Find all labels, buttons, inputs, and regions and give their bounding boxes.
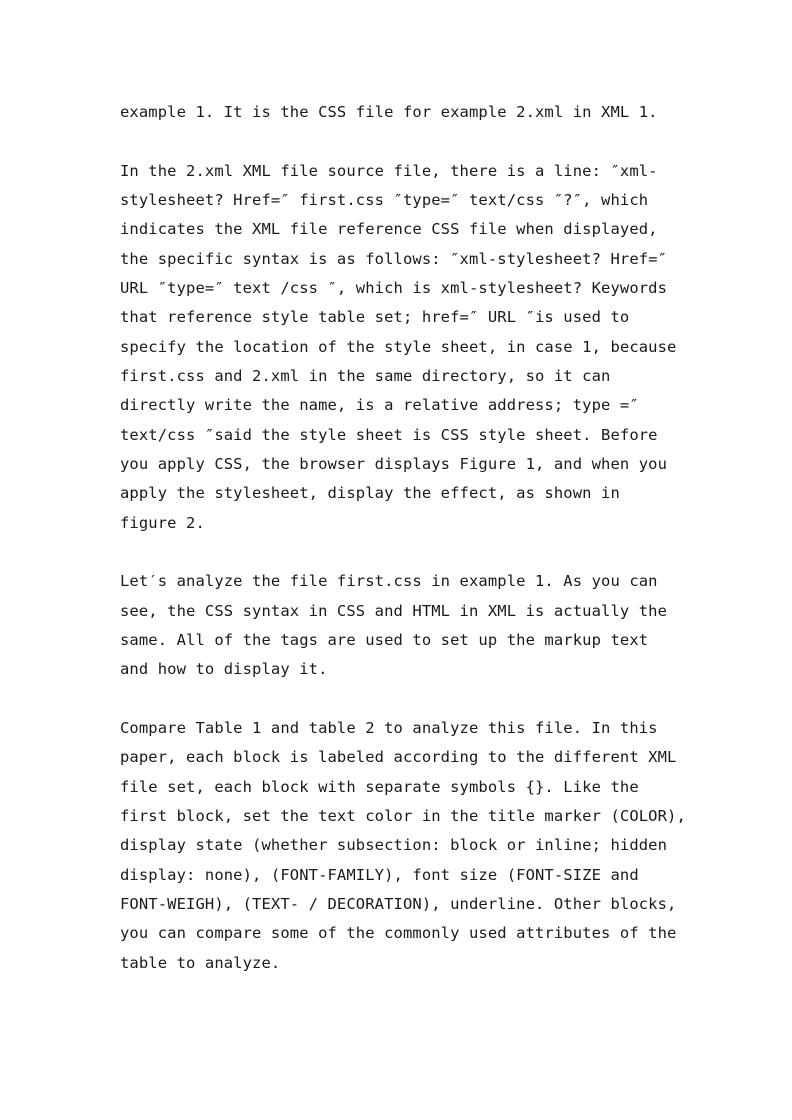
text-line: example 1. It is the CSS file for example 2.xml in XML 1. <box>120 103 658 121</box>
paragraph-gap <box>120 127 700 156</box>
text-line: Let′s analyze the file first.css in example 1. As you can <box>120 572 658 591</box>
paragraph-table-comparison <box>120 714 700 978</box>
text-line: FONT-WEIGH), (TEXT- / DECORATION), underline. Other blocks, <box>120 894 677 913</box>
text-line: see, the CSS syntax in CSS and HTML in XML is actually the <box>120 601 668 620</box>
text-line: you can compare some of the commonly used attributes of the <box>120 924 677 943</box>
text-line: text/css ″said the style sheet is CSS style sheet. Before <box>120 425 658 444</box>
text-line: display: none), (FONT-FAMILY), font size (FONT-SIZE and <box>120 865 639 884</box>
paragraph-gap <box>120 538 700 567</box>
document-page <box>120 98 700 978</box>
text-line: apply the stylesheet, display the effect, as shown in <box>120 484 620 503</box>
text-line: and how to display it. <box>120 660 328 679</box>
paragraph-gap <box>120 685 700 714</box>
text-line: first block, set the text color in the title marker (COLOR), <box>120 806 686 825</box>
text-line: In the 2.xml XML file source file, there is a line: ″xml- <box>120 161 658 180</box>
text-line: directly write the name, is a relative address; type =″ <box>120 396 639 415</box>
text-line: display state (whether subsection: block or inline; hidden <box>120 836 668 855</box>
text-line: first.css and 2.xml in the same directory, so it can <box>120 366 611 385</box>
text-line: figure 2. <box>120 513 205 532</box>
text-line: Compare Table 1 and table 2 to analyze this file. In this <box>120 718 658 737</box>
text-line: stylesheet? Href=″ first.css ″type=″ text/css ″?″, which <box>120 190 649 209</box>
text-line: you apply CSS, the browser displays Figure 1, and when you <box>120 454 668 473</box>
paragraph-css-analysis <box>120 567 700 684</box>
text-line: file set, each block with separate symbols {}. Like the <box>120 777 639 796</box>
text-line: that reference style table set; href=″ URL ″is used to <box>120 308 630 327</box>
text-line: indicates the XML file reference CSS file when displayed, <box>120 220 658 239</box>
text-line: same. All of the tags are used to set up the markup text <box>120 630 649 649</box>
text-line: table to analyze. <box>120 953 281 972</box>
text-line: paper, each block is labeled according to the different XML <box>120 748 677 767</box>
paragraph-stylesheet-reference <box>120 157 700 538</box>
text-line: URL ″type=″ text /css ″, which is xml-stylesheet? Keywords <box>120 278 668 297</box>
text-line: the specific syntax is as follows: ″xml-stylesheet? Href=″ <box>120 249 668 268</box>
text-line: specify the location of the style sheet, in case 1, because <box>120 337 677 356</box>
paragraph-example-intro <box>120 98 700 127</box>
